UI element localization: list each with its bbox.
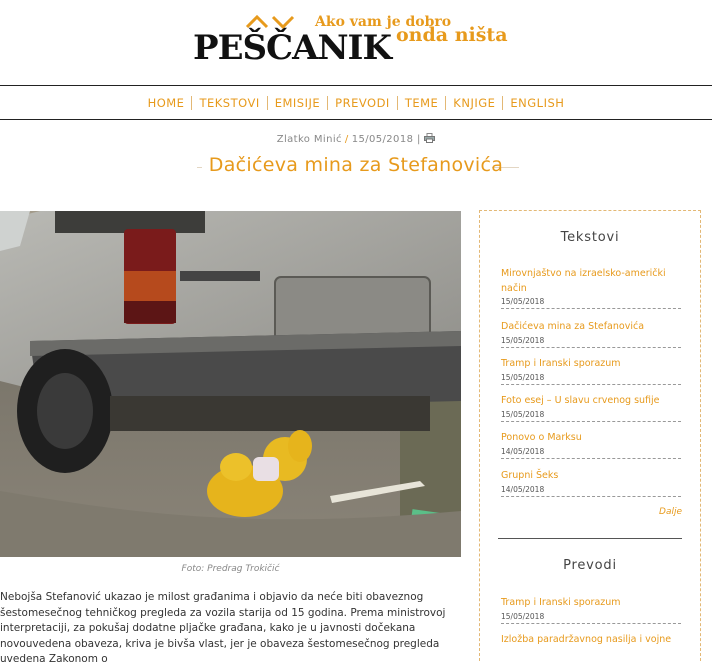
site-header — [0, 0, 712, 85]
sidebar-heading-tekstovi: Tekstovi — [560, 230, 620, 245]
sidebar-tekstovi-item — [501, 469, 681, 497]
sidebar-tekstovi-item — [501, 357, 681, 385]
sidebar-tekstovi-item — [501, 431, 681, 459]
sidebar-date: 15/05/2018 — [501, 373, 681, 385]
nav-item-home[interactable]: HOME — [147, 95, 185, 110]
sidebar-date: 15/05/2018 — [501, 336, 681, 348]
nav-item-prevodi[interactable]: PREVODI — [335, 95, 390, 110]
meta-slash: / — [344, 134, 349, 145]
sidebar-link[interactable]: Grupni Šeks — [501, 470, 559, 481]
sidebar-prevodi-item — [501, 633, 681, 648]
sidebar-section-rule — [498, 538, 682, 539]
sidebar-link[interactable]: Dačićeva mina za Stefanovića — [501, 321, 645, 332]
article-meta — [0, 133, 712, 145]
main-nav — [0, 86, 712, 119]
sidebar-tekstovi-item — [501, 267, 681, 309]
sidebar-date: 14/05/2018 — [501, 447, 681, 459]
sidebar-date: 14/05/2018 — [501, 485, 681, 497]
sidebar-link[interactable]: Tramp i Iranski sporazum — [501, 597, 621, 608]
sidebar-link[interactable]: Ponovo o Marksu — [501, 432, 582, 443]
sidebar-heading-prevodi: Prevodi — [563, 558, 617, 573]
sidebar-date: 15/05/2018 — [501, 612, 681, 624]
tagline-line1: Ako vam je dobro — [315, 14, 452, 30]
nav-item-emisije[interactable]: EMISIJE — [274, 95, 321, 110]
article-author[interactable]: Zlatko Minić — [276, 134, 342, 145]
article-title: Dačićeva mina za Stefanovića — [208, 154, 504, 176]
sidebar-link[interactable]: Izložba paradržavnog nasilja i vojne — [501, 634, 672, 645]
article-body: Nebojša Stefanović ukazao je milost građanima i objavio da neće biti obaveznog šestomesečnog tehničkog pregleda za vozila starija od 15 godina. Prema ministrovoj interpretaciji, za pokušaj dodatne pljačke građana, kako je u javnosti dočekana novouvedena obaveza, kriva je bivša vlast, jer je obaveza šestomesečnog pregleda uvedena Zakonom o — [0, 591, 446, 666]
article-title-row — [0, 152, 712, 182]
sidebar-date: 15/05/2018 — [501, 410, 681, 422]
sidebar-date: 15/05/2018 — [501, 297, 681, 309]
meta-divider: | — [416, 134, 421, 145]
site-logo[interactable] — [193, 14, 513, 70]
tagline-line2: onda ništa — [396, 24, 508, 46]
article-date: 15/05/2018 — [351, 134, 414, 145]
sidebar-more-link[interactable]: Dalje — [659, 507, 682, 517]
nav-bottom-rule — [0, 119, 712, 120]
sidebar-tekstovi-item — [501, 320, 681, 348]
nav-item-teme[interactable]: TEME — [404, 95, 439, 110]
sidebar-prevodi-item — [501, 596, 681, 624]
nav-item-english[interactable]: ENGLISH — [510, 95, 565, 110]
photo-caption: Foto: Predrag Trokičić — [181, 564, 280, 574]
sidebar — [479, 210, 701, 661]
printer-icon[interactable] — [424, 133, 435, 143]
sidebar-tekstovi-item — [501, 394, 681, 422]
article-photo — [0, 211, 461, 557]
sidebar-link[interactable]: Foto esej – U slavu crvenog sufije — [501, 395, 660, 406]
nav-item-knjige[interactable]: KNJIGE — [453, 95, 496, 110]
logo-text: PEŠČANIK — [193, 28, 392, 68]
sidebar-link[interactable]: Tramp i Iranski sporazum — [501, 358, 621, 369]
sidebar-link[interactable]: Mirovnjaštvo na izraelsko-američki način — [501, 268, 666, 294]
nav-item-tekstovi[interactable]: TEKSTOVI — [199, 95, 260, 110]
